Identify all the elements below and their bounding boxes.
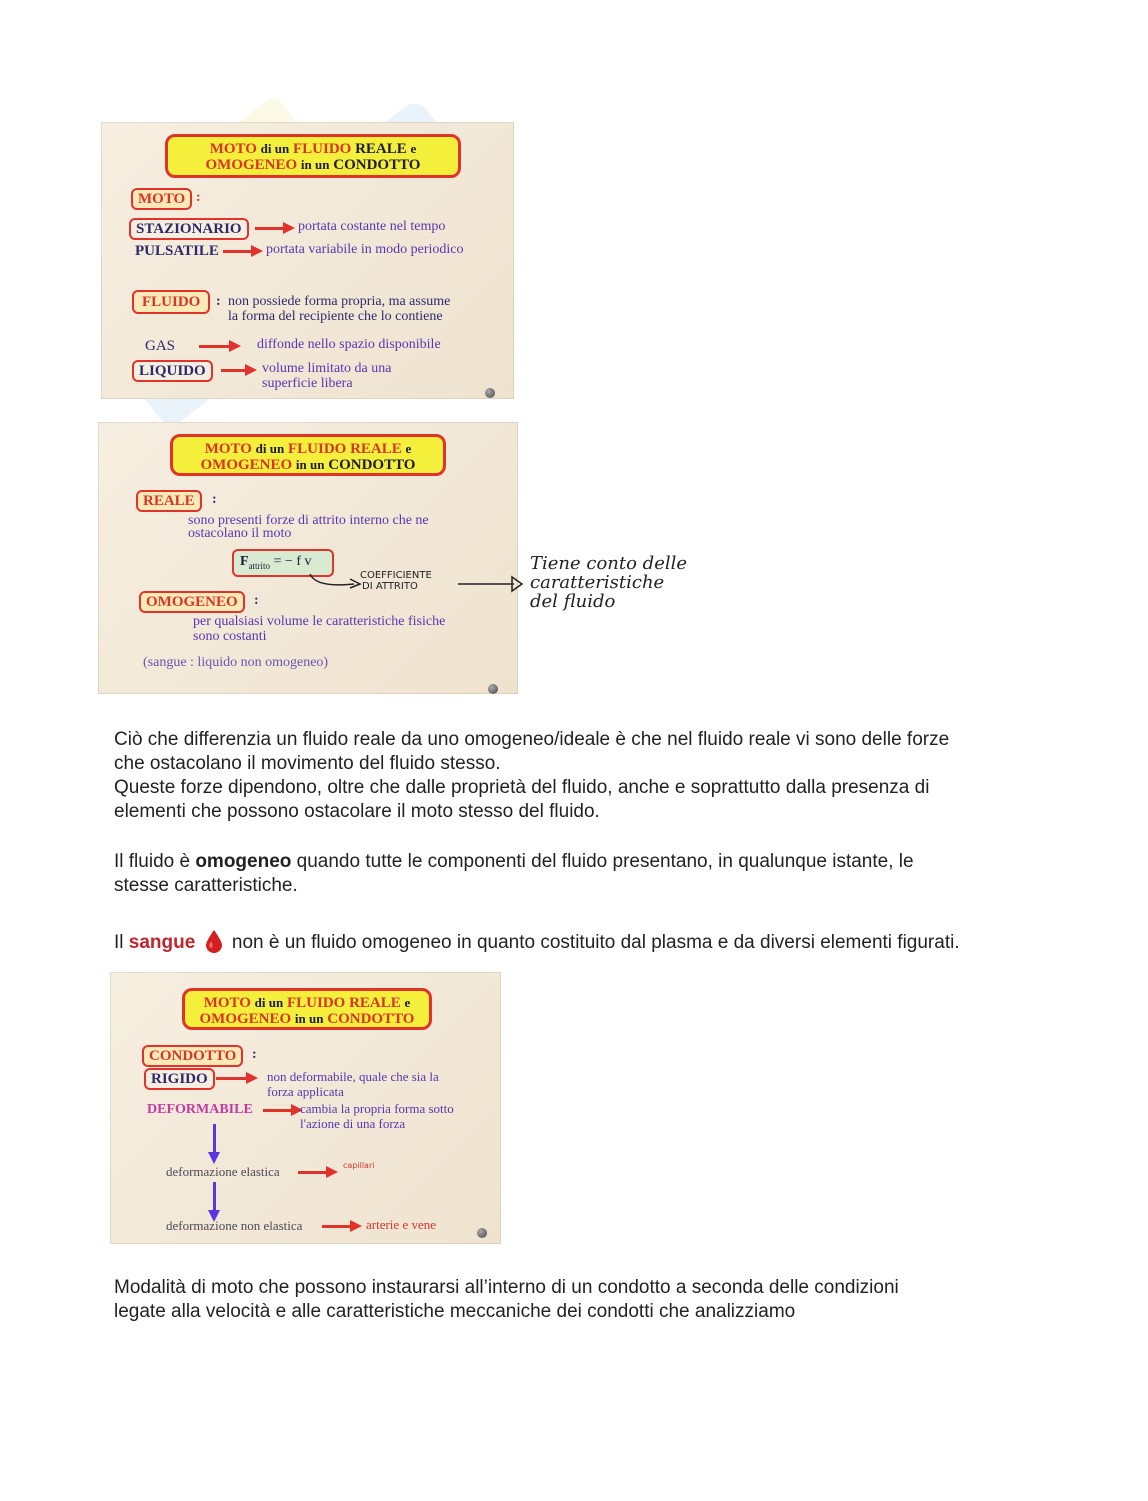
nonelastica-label: deformazione non elastica xyxy=(166,1218,303,1233)
reale-colon: : xyxy=(212,492,217,507)
title-word: FLUIDO xyxy=(287,441,347,457)
fluido-desc-1: non possiede forma propria, ma assume xyxy=(228,294,451,309)
rigido-desc-1: non deformabile, quale che sia la xyxy=(267,1069,439,1084)
slide-reale-omogeneo xyxy=(98,422,518,694)
deformabile-label: DEFORMABILE xyxy=(147,1102,253,1117)
title-word: e xyxy=(404,995,411,1010)
moto-box: MOTO xyxy=(131,188,192,210)
coeff-line-1: COEFFICIENTE xyxy=(360,570,432,581)
curved-arrow-icon xyxy=(308,572,368,592)
fluido-box: FLUIDO xyxy=(132,290,210,314)
omogeneo-colon: : xyxy=(254,593,259,608)
text-line xyxy=(114,929,1114,955)
text-span: quando tutte le componenti del fluido presentano, in qualunque istante, le xyxy=(291,851,914,872)
text-line: elementi che possono ostacolare il moto stesso del fluido. xyxy=(114,801,600,822)
paragraph-omogeneo xyxy=(114,850,1054,898)
liquido-desc-2: superficie libera xyxy=(262,376,353,391)
pulsatile-desc: portata variabile in modo periodico xyxy=(266,242,464,257)
title-word: e xyxy=(405,441,412,456)
text-line: Modalità di moto che possono instaurarsi all’interno di un condotto a seconda delle condizioni xyxy=(114,1277,899,1298)
slide-moto-fluido xyxy=(101,122,514,399)
gas-desc: diffonde nello spazio disponibile xyxy=(257,337,441,352)
title-word: REALE xyxy=(349,995,401,1011)
text-span: Il xyxy=(114,932,129,953)
text-span: non è un fluido omogeneo in quanto costituito dal plasma e da diversi elementi figurati. xyxy=(226,932,960,953)
handwritten-note xyxy=(530,554,687,611)
title-word: MOTO xyxy=(209,141,257,157)
liquido-desc-1: volume limitato da una xyxy=(262,361,392,376)
rigido-desc-2: forza applicata xyxy=(267,1084,344,1099)
title-word: e xyxy=(410,141,417,156)
handwritten-arrow-icon xyxy=(456,574,526,594)
omogeneo-box: OMOGENEO xyxy=(139,591,245,613)
reale-desc-2: ostacolano il moto xyxy=(188,526,292,541)
title-word: CONDOTTO xyxy=(333,157,421,173)
paragraph-reale xyxy=(114,728,1054,824)
title-word: OMOGENEO xyxy=(199,1011,292,1027)
stazionario-desc: portata costante nel tempo xyxy=(298,219,446,234)
text-span: Il fluido è xyxy=(114,851,196,872)
title-word: OMOGENEO xyxy=(200,457,293,473)
condotto-colon: : xyxy=(252,1047,257,1062)
paragraph-sangue xyxy=(114,929,1114,955)
formula-rest: = − f v xyxy=(273,554,312,569)
reale-desc-1: sono presenti forze di attrito interno che ne xyxy=(188,513,429,528)
omogeneo-desc-2: sono costanti xyxy=(193,629,267,644)
title-word: CONDOTTO xyxy=(327,1011,415,1027)
slide-title xyxy=(165,134,461,178)
title-word: MOTO xyxy=(203,995,251,1011)
stazionario-box: STAZIONARIO xyxy=(129,218,249,240)
title-word: di un xyxy=(260,141,290,156)
fluido-desc-2: la forma del recipiente che lo contiene xyxy=(228,309,443,324)
pulsatile-label: PULSATILE xyxy=(135,243,219,259)
title-word: CONDOTTO xyxy=(328,457,416,473)
moto-colon: : xyxy=(196,190,201,205)
title-word: MOTO xyxy=(204,441,252,457)
title-word: in un xyxy=(295,457,325,472)
title-word: REALE xyxy=(355,141,407,157)
text-line: Queste forze dipendono, oltre che dalle proprietà del fluido, anche e soprattutto dalla presenza di xyxy=(114,777,930,798)
slide-dot-icon xyxy=(477,1228,487,1238)
title-word: di un xyxy=(254,995,284,1010)
bold-sangue: sangue xyxy=(128,932,196,953)
bold-omogeneo: omogeneo xyxy=(195,851,292,872)
text-line: legate alla velocità e alle caratteristiche meccaniche dei condotti che analizziamo xyxy=(114,1301,796,1322)
text-line: che ostacolano il movimento del fluido stesso. xyxy=(114,753,501,774)
gas-label: GAS xyxy=(145,338,176,354)
title-word: di un xyxy=(255,441,285,456)
slide-dot-icon xyxy=(485,388,495,398)
slide-title xyxy=(170,434,446,476)
handwritten-line: del fluido xyxy=(530,591,616,612)
slide-title xyxy=(182,988,432,1030)
title-word: in un xyxy=(300,157,330,172)
coeff-line-2: DI ATTRITO xyxy=(362,581,418,592)
rigido-box: RIGIDO xyxy=(144,1068,215,1090)
slide-condotto xyxy=(110,972,501,1244)
fluido-colon: : xyxy=(216,294,221,309)
liquido-box: LIQUIDO xyxy=(132,360,213,382)
paragraph-modalita xyxy=(114,1276,1054,1324)
formula-f: F xyxy=(240,554,249,569)
title-word: FLUIDO xyxy=(292,141,352,157)
reale-box: REALE xyxy=(136,490,202,512)
handwritten-line: Tiene conto delle xyxy=(530,553,688,574)
text-line: Ciò che differenzia un fluido reale da uno omogeneo/ideale è che nel fluido reale vi sono delle forze xyxy=(114,729,950,750)
elastica-target: capillari xyxy=(343,1161,375,1170)
deformabile-desc-1: cambia la propria forma sotto xyxy=(300,1101,454,1116)
nonelastica-target: arterie e vene xyxy=(366,1217,437,1232)
title-word: in un xyxy=(294,1011,324,1026)
handwritten-line: caratteristiche xyxy=(530,572,665,593)
omogeneo-desc-1: per qualsiasi volume le caratteristiche fisiche xyxy=(193,614,446,629)
elastica-label: deformazione elastica xyxy=(166,1164,280,1179)
condotto-box: CONDOTTO xyxy=(142,1045,243,1067)
formula-sub: attrito xyxy=(248,560,271,571)
blood-drop-icon xyxy=(205,929,223,953)
sangue-note: (sangue : liquido non omogeneo) xyxy=(143,655,329,670)
title-word: REALE xyxy=(350,441,402,457)
text-line: stesse caratteristiche. xyxy=(114,875,298,896)
deformabile-desc-2: l'azione di una forza xyxy=(300,1116,406,1131)
text-line xyxy=(114,850,1054,874)
title-word: OMOGENEO xyxy=(205,157,298,173)
slide-dot-icon xyxy=(488,684,498,694)
title-word: FLUIDO xyxy=(286,995,346,1011)
